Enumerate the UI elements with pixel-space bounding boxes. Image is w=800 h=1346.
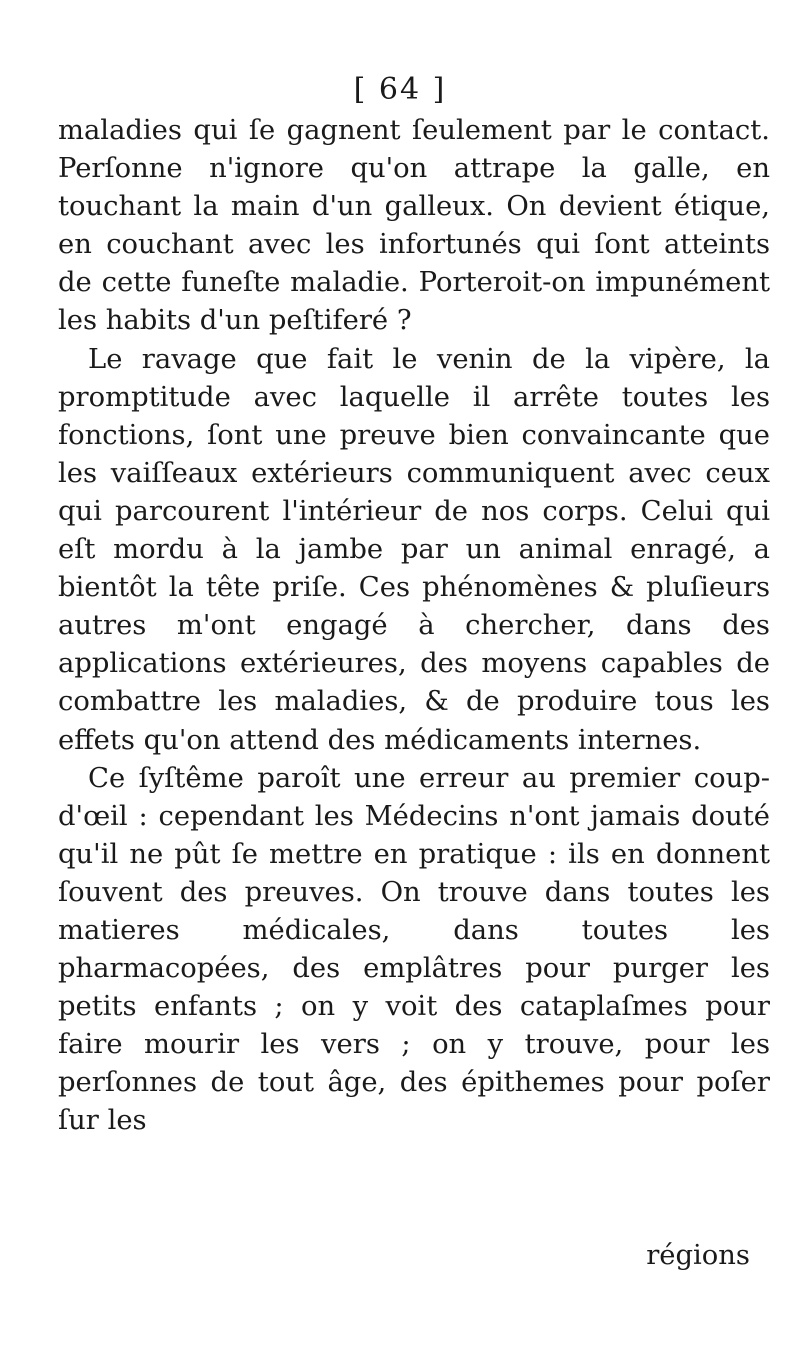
page-body	[58, 112, 770, 1141]
paragraph-1: maladies qui ſe gagnent ſeulement par le contact. Perſonne n'ignore qu'on attrape la galle, en touchant la main d'un galleux. On devient étique, en couchant avec les infortunés qui ſont atteints de cette funeſte maladie. Porteroit-on impunément les habits d'un peſtiferé ?	[58, 115, 770, 337]
page-number: [ 64 ]	[353, 72, 447, 107]
paragraph-3: Ce ſyſtême paroît une erreur au premier coup-d'œil : cependant les Médecins n'ont jamais douté qu'il ne pût ſe mettre en pratique : ils en donnent ſouvent des preuves. On trouve dans toutes les matieres médicales, dans toutes les pharmacopées, des emplâtres pour purger les petits enfants ; on y voit des cataplaſmes pour faire mourir les vers ; on y trouve, pour les perſonnes de tout âge, des épithemes pour poſer ſur les	[58, 762, 770, 1137]
paragraph-2: Le ravage que fait le venin de la vipère, la promptitude avec laquelle il arrête toutes les fonctions, ſont une preuve bien convaincante que les vaiſſeaux extérieurs communiquent avec ceux qui parcourent l'intérieur de nos corps. Celui qui eſt mordu à la jambe par un animal enragé, a bientôt la tête priſe. Ces phénomènes & pluſieurs autres m'ont engagé à chercher, dans des applications extérieures, des moyens capables de combattre les maladies, & de produire tous les effets qu'on attend des médicaments internes.	[58, 343, 770, 756]
catchword: régions	[646, 1240, 750, 1271]
